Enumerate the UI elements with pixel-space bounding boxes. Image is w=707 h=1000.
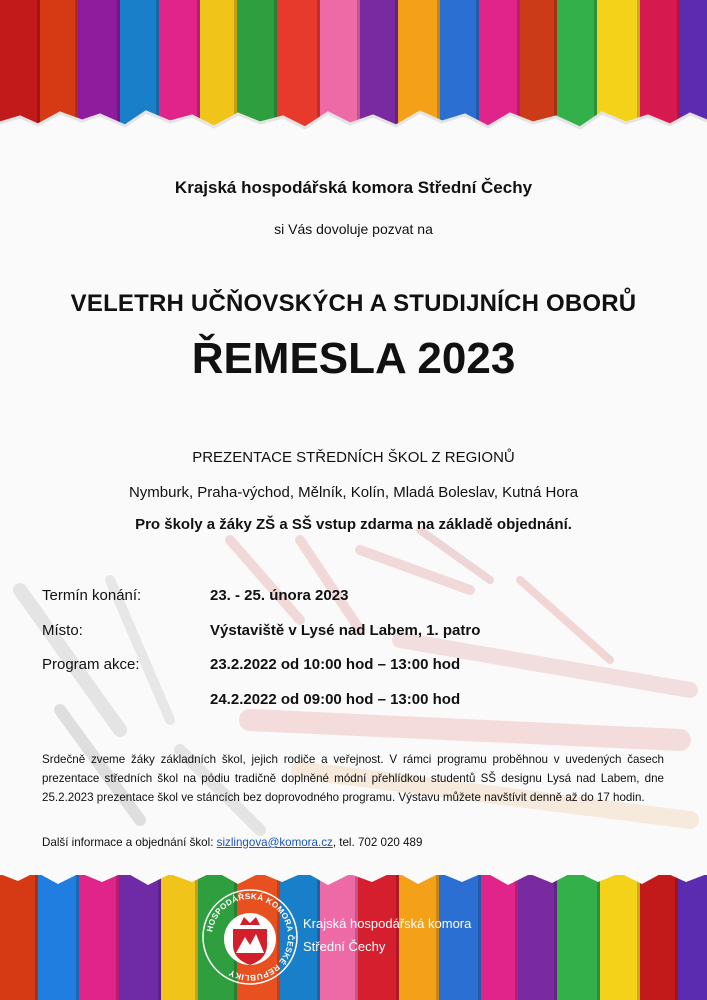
program-day-2: 24.2.2022 od 09:00 hod – 13:00 hod <box>210 691 461 708</box>
invitation-paragraph: Srdečně zveme žáky základních škol, jejich rodiče a veřejnost. V rámci programu proběhnou v uvedených časech prezentace středních škol na pódiu tradičně doplněné módní přehlídkou studentů SŠ designu Lysá nad Labem, dne 25.2.2023 prezentace škol ve stáncích bez doprovodného programu. Výstavu můžete navštívit denně až do 17 hodin. <box>42 753 664 804</box>
color-stripe <box>79 875 119 1000</box>
program-day-1: 23.2.2022 od 10:00 hod – 13:00 hod <box>210 656 461 673</box>
regions-list: Nymburk, Praha-východ, Mělník, Kolín, Mladá Boleslav, Kutná Hora <box>128 484 579 501</box>
program-row <box>42 656 461 673</box>
logo-ring-text: HOSPODÁŘSKÁ KOMORA ČESKÉ REPUBLIKY <box>205 891 296 983</box>
organizer-name: Krajská hospodářská komora Střední Čechy <box>174 178 533 197</box>
footer-org-line-1: Krajská hospodářská komora <box>303 916 472 931</box>
date-label: Termín konání: <box>42 587 142 604</box>
date-row <box>42 587 349 604</box>
color-stripe <box>38 875 79 1000</box>
program-label: Program akce: <box>42 656 140 673</box>
color-stripe <box>557 875 600 1000</box>
color-stripe <box>518 875 557 1000</box>
contact-line <box>42 836 422 849</box>
contact-email-link[interactable]: sizlingova@komora.cz <box>216 836 333 849</box>
contact-phone: , tel. 702 020 489 <box>332 836 423 849</box>
color-stripe <box>678 875 707 1000</box>
invitation-line: si Vás dovoluje pozvat na <box>274 221 433 237</box>
color-stripe <box>119 875 161 1000</box>
color-stripe <box>0 875 38 1000</box>
footer-org-line-2: Střední Čechy <box>303 939 386 954</box>
presentation-heading: PREZENTACE STŘEDNÍCH ŠKOL Z REGIONŮ <box>192 449 515 466</box>
chamber-logo-seal <box>200 887 300 987</box>
event-name: ŘEMESLA 2023 <box>191 334 516 383</box>
event-title: VELETRH UČŇOVSKÝCH A STUDIJNÍCH OBORŮ <box>70 290 637 317</box>
contact-prefix: Další informace a objednání škol: <box>42 836 217 849</box>
place-value: Výstaviště v Lysé nad Labem, 1. patro <box>210 622 481 639</box>
free-entry-note: Pro školy a žáky ZŠ a SŠ vstup zdarma na základě objednání. <box>135 516 572 533</box>
color-stripe <box>600 875 640 1000</box>
color-stripe <box>481 875 518 1000</box>
place-label: Místo: <box>42 622 83 639</box>
color-stripe <box>640 875 678 1000</box>
color-stripe <box>161 875 198 1000</box>
place-row <box>42 622 481 639</box>
torn-paper-edge-bottom <box>0 860 707 890</box>
date-value: 23. - 25. února 2023 <box>210 587 349 604</box>
torn-paper-edge-top <box>0 95 707 155</box>
footer-org-name <box>303 912 471 958</box>
